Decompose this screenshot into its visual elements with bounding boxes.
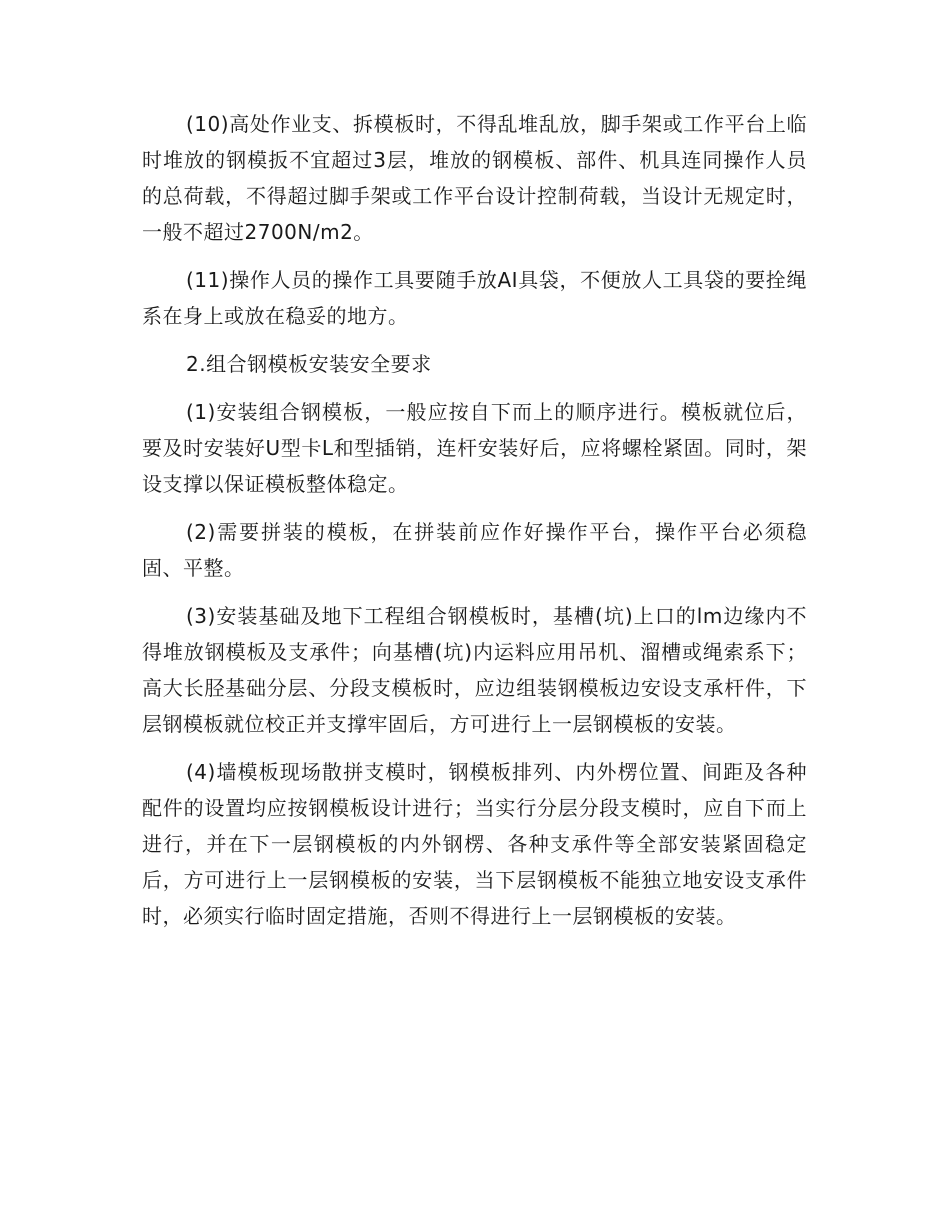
paragraph-item-4: (4)墙模板现场散拼支模时，钢模板排列、内外楞位置、间距及各种配件的设置均应按钢模板设计进行；当实行分层分段支模时，应自下而上进行，并在下一层钢模板的内外钢楞、各种支承件等全部安装紧固稳定后，方可进行上一层钢模板的安装，当下层钢模板不能独立地安设支承件时，必须实行临时固定措施，否则不得进行上一层钢模板的安装。	[142, 760, 807, 928]
section-heading: 2.组合钢模板安装安全要求	[186, 352, 432, 376]
paragraph-item-10: (10)高处作业支、拆模板时，不得乱堆乱放，脚手架或工作平台上临时堆放的钢模扳不宜超过3层，堆放的钢模板、部件、机具连同操作人员的总荷载，不得超过脚手架或工作平台设计控制荷载，当设计无规定时，一般不超过2700N/m2。	[142, 112, 807, 244]
paragraph-item-11: (11)操作人员的操作工具要随手放AI具袋，不便放人工具袋的要拴绳系在身上或放在稳妥的地方。	[142, 268, 807, 328]
paragraph-item-2: (2)需要拼装的模板，在拼装前应作好操作平台，操作平台必须稳固、平整。	[142, 520, 807, 580]
paragraph-item-3: (3)安装基础及地下工程组合钢模板时，基槽(坑)上口的lm边缘内不得堆放钢模板及支承件；向基槽(坑)内运料应用吊机、溜槽或绳索系下；高大长胫基础分层、分段支模板时，应边组装钢模板边安设支承杆件，下层钢模板就位校正并支撑牢固后，方可进行上一层钢模板的安装。	[142, 604, 807, 736]
paragraph-item-1: (1)安装组合钢模板，一般应按自下而上的顺序进行。模板就位后，要及时安装好U型卡L和型插销，连杆安装好后，应将螺栓紧固。同时，架设支撑以保证模板整体稳定。	[142, 400, 807, 496]
document-body	[142, 106, 807, 946]
